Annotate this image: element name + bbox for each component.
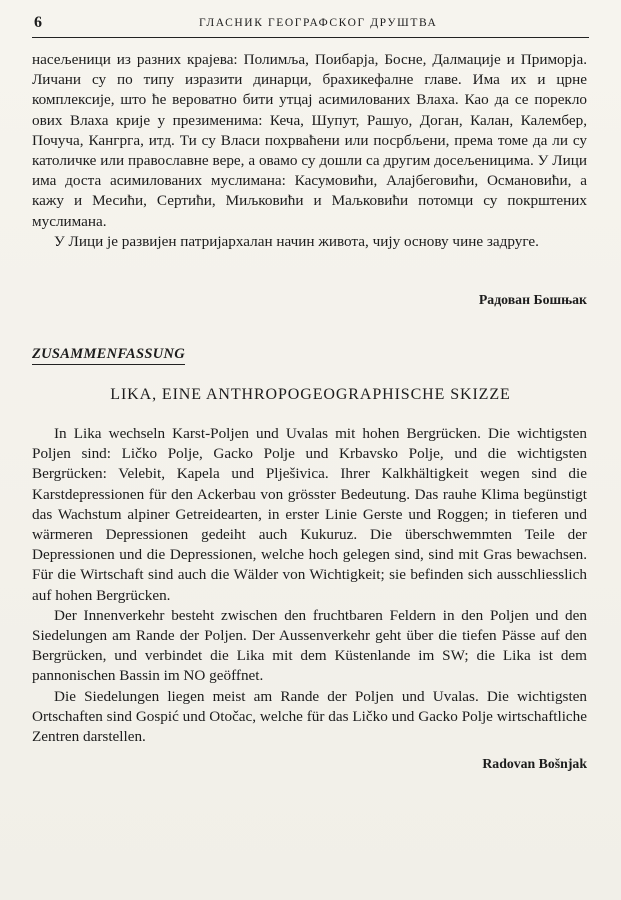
page-number: 6	[34, 14, 42, 31]
page-header	[34, 14, 587, 36]
summary-signature: Radovan Bošnjak	[482, 756, 587, 771]
serbian-paragraph: У Лици је развијен патријархалан начин живота, чију основу чине задруге.	[54, 232, 539, 250]
summary-text	[32, 424, 587, 747]
summary-paragraph: Die Siedelungen liegen meist am Rande der Poljen und Uvalas. Die wichtigsten Ortschaften sind Gospić und Otočac, welche für das Ličko und Gacko Polje wirtschaftliche Zentren darstellen.	[32, 687, 587, 746]
summary-paragraph: In Lika wechseln Karst-Poljen und Uvalas mit hohen Bergrücken. Die wichtigsten Poljen sind: Ličko Polje, Gacko Polje und Krbavsko Polje, und die wichtigsten Bergrücken: Velebit, Kapela und Plješivica. Ihrer Kalkhältigkeit wegen sind die Karstdepressionen für den Ackerbau von grösster Bedeutung. Das rauhe Klima begünstigt das Wachstum alpiner Getreidearten, in erster Linie Gerste und Roggen; in tieferen und wärmeren Depressionen gedeiht auch Kukuruz. Die überschwemmten Teile der Depressionen und die Depressionen, welche hoch gelegen sind, sind mit Gras bewachsen. Für die Wirtschaft sind auch die Wälder von Wichtigkeit; sie befinden sich ausschliesslich auf hohen Bergrücken.	[32, 425, 587, 604]
header-rule	[32, 37, 589, 38]
summary-paragraph: Der Innenverkehr besteht zwischen den fruchtbaren Feldern in den Poljen und den Siedelungen am Rande der Poljen. Der Aussenverkehr geht über die tiefen Pässe auf den Bergrücken, und verbindet die Lika mit dem Küstenlande im SW; die Lika ist dem pannonischen Bassin im NO geöffnet.	[32, 606, 587, 685]
summary-title: LIKA, EINE ANTHROPOGEOGRAPHISCHE SKIZZE	[110, 386, 511, 403]
serbian-text	[32, 50, 587, 252]
summary-section-label: ZUSAMMENFASSUNG	[32, 346, 185, 365]
bleed-through-texture	[40, 775, 580, 895]
serbian-signature: Радован Бошњак	[478, 292, 587, 307]
serbian-paragraph: насељеници из разних крајева: Полимља, Поибарја, Босне, Далмације и Приморја. Личани су по типу изразити динарци, брахикефалне главе. Има их и црне комплексије, што ће вероватно бити утцај асимилованих Влаха. Као да се порекло ових Влаха крије у презименима: Кеча, Шупут, Рашуо, Доган, Калан, Калембер, Почуча, Кангрга, итд. Ти су Власи похрваћени или посрбљени, према томе да ли су католичке или православне вере, а овамо су дошли са другим досељеницима. У Лици има доста асимилованих муслимана: Касумовићи, Алајбеговићи, Османовићи, а кажу и Месићи, Сертићи, Миљковићи и Маљковићи потомци су покрштених муслимана.	[32, 51, 587, 230]
running-head: ГЛАСНИК ГЕОГРАФСКОГ ДРУШТВА	[199, 17, 438, 29]
